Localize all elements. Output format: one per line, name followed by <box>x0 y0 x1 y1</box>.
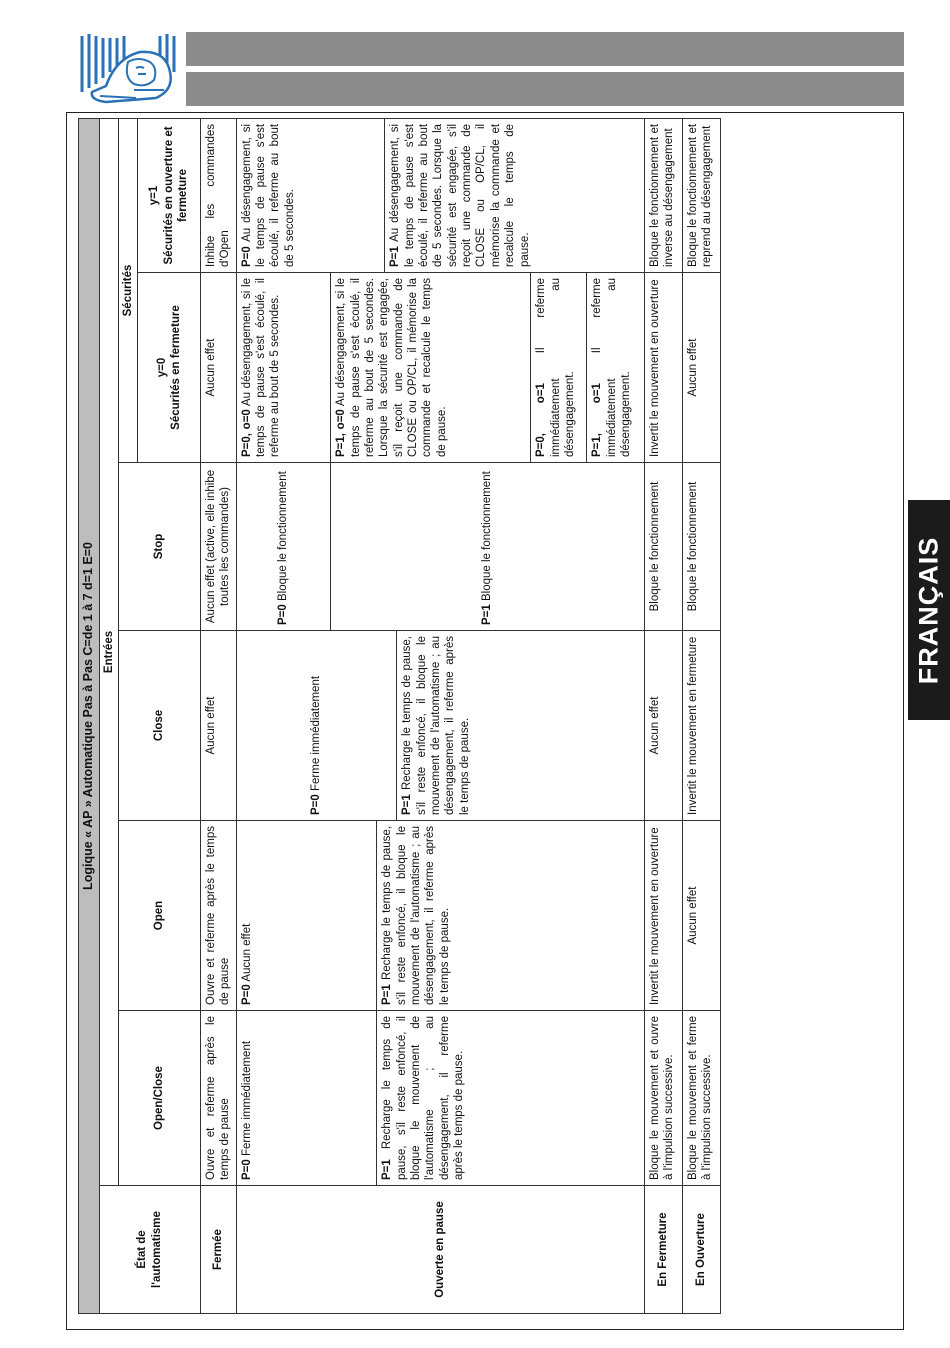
cell-ouverte-open <box>236 821 644 1011</box>
cell-text: Au désengagement, si le temps de pause s'est écoulé, il referme au bout de 5 secondes. <box>240 277 282 457</box>
param-tag: P=1 <box>389 246 402 267</box>
param-tag: P=0 <box>240 1159 253 1180</box>
cell-text: Il referme immédiatement au désengagement. <box>535 278 576 457</box>
cell-en-fermeture-open-close: Bloque le mouvement et ouvre à l'impulsion successive. <box>644 1011 682 1186</box>
cell-en-ouverture-open: Aucun effet <box>682 821 720 1011</box>
table-row <box>644 118 682 1313</box>
param-tag: P=1 <box>381 1159 394 1180</box>
header-etat: État de l'automatisme <box>100 1186 200 1314</box>
param-tag: P=0 <box>310 794 323 815</box>
cell-fermee-close: Aucun effet <box>200 631 236 821</box>
cell-en-ouverture-stop: Bloque le fonctionnement <box>682 463 720 631</box>
cell-ouverte-y0 <box>236 273 644 463</box>
param-tag: P=1 <box>381 984 394 1005</box>
state-ouverte: Ouverte en pause <box>236 1186 644 1314</box>
cell-fermee-y0: Aucun effet <box>200 273 236 463</box>
cell-en-ouverture-open-close: Bloque le mouvement et ferme à l'impulsion successive. <box>682 1011 720 1186</box>
cell-en-fermeture-stop: Bloque le fonctionnement <box>644 463 682 631</box>
cell-ouverte-y1 <box>236 118 644 272</box>
header-entrees: Entrées <box>100 118 119 1185</box>
state-fermee: Fermée <box>200 1186 236 1314</box>
header-open: Open <box>119 821 200 1011</box>
param-tag: P=1 <box>401 794 414 815</box>
param-tag: P=0 <box>240 984 253 1005</box>
cell-fermee-open: Ouvre et referme après le temps de pause <box>200 821 236 1011</box>
header-close: Close <box>119 631 200 821</box>
cell-ouverte-stop <box>236 463 644 631</box>
param-tag: P=1, o=0 <box>335 409 348 457</box>
param-tag: P=0, o=1 <box>535 383 548 457</box>
header-y1-label: Sécurités en ouverture et fermeture <box>162 126 190 265</box>
cell-fermee-y1: Inhibe les commandes d'Open <box>200 118 236 272</box>
header-y1-value: y=1 <box>148 185 161 206</box>
cell-en-fermeture-open: Invertit le mouvement en ouverture <box>644 821 682 1011</box>
cell-ouverte-close <box>236 631 644 821</box>
header-y0-label: Sécurités en fermeture <box>169 305 182 430</box>
cell-en-ouverture-y0: Aucun effet <box>682 273 720 463</box>
cell-text: Recharge le temps de pause, s'il reste enfoncé, il bloque le mouvement de l'automatisme ; au désengagement, il referme après le temps de pause. <box>381 826 451 1005</box>
cell-text: Il referme immédiatement au désengagement. <box>591 278 632 457</box>
cell-text: Au désengagement, si le temps de pause s'est écoulé, il referme au bout de 5 secondes. Lorsque la sécurité est engagée, s'il reçoit une commande de CLOSE ou OP/CL, il mémorise la commande et recalcule le temps de pause. <box>389 123 531 267</box>
table-row <box>200 118 236 1313</box>
cell-en-ouverture-y1: Bloque le fonctionnement et reprend au désengagement <box>682 118 720 272</box>
logic-table-container <box>78 119 721 1314</box>
cell-text: Bloque le fonctionnement <box>277 471 290 601</box>
cell-en-fermeture-close: Aucun effet <box>644 631 682 821</box>
header-stop: Stop <box>119 463 200 631</box>
param-tag: P=0, o=0 <box>240 409 253 457</box>
cell-text: Ferme immédiatement <box>240 1040 253 1156</box>
cell-text: Ferme immédiatement <box>310 675 323 791</box>
param-tag: P=1, o=1 <box>591 383 604 457</box>
language-tab <box>908 500 950 720</box>
cell-fermee-open-close: Ouvre et referme après le temps de pause <box>200 1011 236 1186</box>
param-tag: P=0 <box>277 604 290 625</box>
cell-text: Bloque le fonctionnement <box>481 471 494 601</box>
language-label: FRANÇAIS <box>913 536 944 684</box>
cell-en-fermeture-y0: Invertit le mouvement en ouverture <box>644 273 682 463</box>
header-y1 <box>138 118 200 272</box>
cell-text: Au désengagement, si le temps de pause s'est écoulé, il referme au bout de 5 secondes. <box>240 123 296 267</box>
cell-text: Recharge le temps de pause, s'il reste enfoncé, il bloque le mouvement de l'automatisme ; au désengagement, il referme après le temps de pause. <box>381 1016 466 1180</box>
logic-table <box>78 118 721 1314</box>
header-open-close: Open/Close <box>119 1011 200 1186</box>
table-row <box>236 118 644 1313</box>
cell-text: Au désengagement, si le temps de pause s'est écoulé, il referme au bout de 5 secondes. Lorsque la sécurité est engagée, s'il reçoit une commande de CLOSE ou OP/CL, il mémorise la commande et recalcule le temps de pause. <box>335 277 448 457</box>
cell-text: Recharge le temps de pause, s'il reste enfoncé, il bloque le mouvement de l'automatisme ; au désengagement, il referme après le temps de pause. <box>401 636 471 815</box>
brand-logo-icon <box>76 28 180 108</box>
cell-en-fermeture-y1: Bloque le fonctionnement et inverse au désengagement <box>644 118 682 272</box>
header-bar <box>186 32 904 66</box>
state-en-ouverture: En Ouverture <box>682 1186 720 1314</box>
cell-en-ouverture-close: Invertit le mouvement en fermeture <box>682 631 720 821</box>
param-tag: P=1 <box>481 604 494 625</box>
header-bar <box>186 72 904 106</box>
cell-text: Aucun effet <box>240 923 253 982</box>
table-title: Logique « AP » Automatique Pas à Pas C=de 1 à 7 d=1 E=0 <box>79 118 100 1313</box>
table-row <box>682 118 720 1313</box>
header-y0-value: y=0 <box>155 357 168 378</box>
param-tag: P=0 <box>240 246 253 267</box>
header-y0 <box>138 273 200 463</box>
cell-fermee-stop: Aucun effet (active, elle inhibe toutes les commandes) <box>200 463 236 631</box>
state-en-fermeture: En Fermeture <box>644 1186 682 1314</box>
header-securites: Sécurités <box>119 118 138 462</box>
cell-ouverte-open-close <box>236 1011 644 1186</box>
